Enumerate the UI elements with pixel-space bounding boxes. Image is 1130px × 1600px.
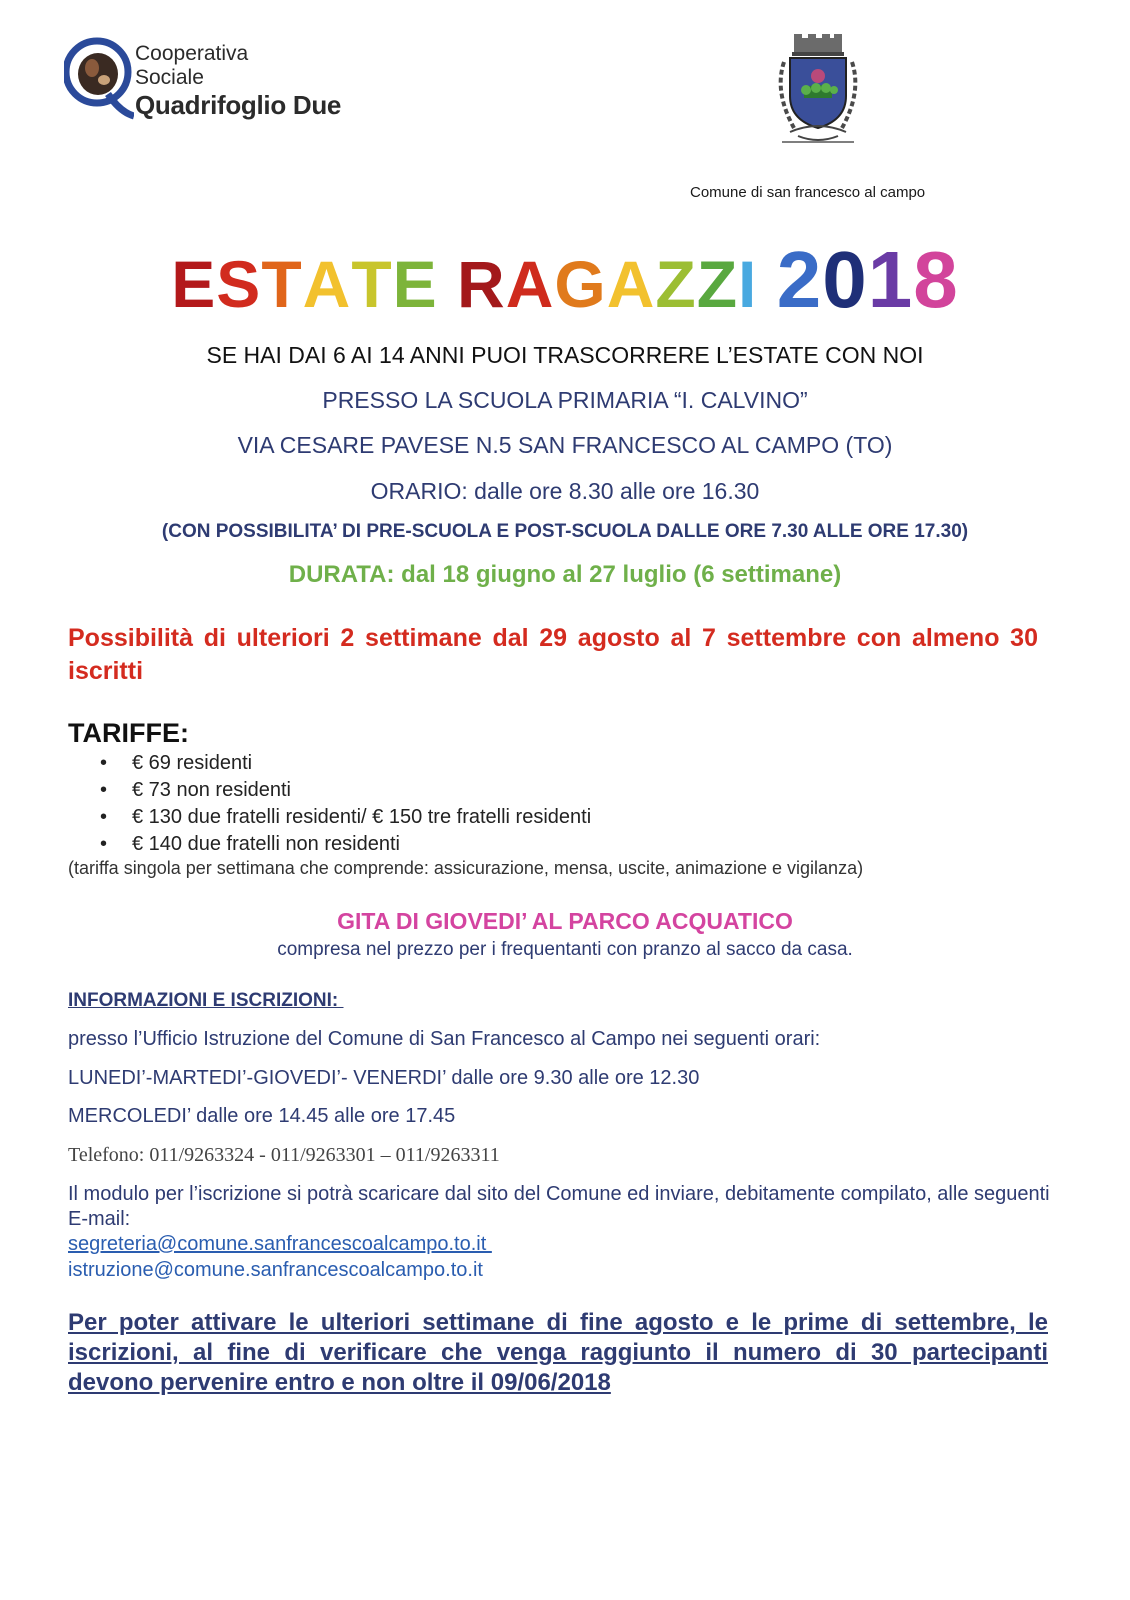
municipal-crest-icon: [768, 32, 868, 152]
title-letter: E: [171, 247, 217, 321]
title-year-digit: 0: [822, 235, 868, 324]
age-range-line: SE HAI DAI 6 AI 14 ANNI PUOI TRASCORRERE L’ESTATE CON NOI: [206, 342, 924, 368]
title-letter: [757, 246, 776, 322]
list-item: [100, 831, 591, 858]
tariff-text: € 73 non residenti: [132, 779, 292, 801]
info-office-line: presso l’Ufficio Istruzione del Comune di San Francesco al Campo nei seguenti orari:: [68, 1028, 821, 1050]
list-item: [100, 750, 591, 777]
title-year-digit: 1: [867, 235, 914, 324]
coop-name-line-1: Cooperativa: [135, 42, 249, 65]
q-logo-icon: [64, 34, 134, 122]
tariffe-heading: TARIFFE:: [68, 718, 189, 748]
title-letter: A: [302, 247, 352, 321]
tariff-text: € 69 residenti: [132, 752, 253, 774]
title-letter: E: [392, 247, 438, 321]
pre-post-school-line: (CON POSSIBILITA’ DI PRE-SCUOLA E POST-SCUOLA DALLE ORE 7.30 ALLE ORE 17.30): [161, 521, 969, 542]
info-phone: Telefono: 011/9263324 - 011/9263301 – 011/9263311: [68, 1144, 500, 1166]
school-line: PRESSO LA SCUOLA PRIMARIA “I. CALVINO”: [322, 387, 808, 413]
hours-line: ORARIO: dalle ore 8.30 alle ore 16.30: [370, 478, 760, 504]
tariff-text: € 130 due fratelli residenti/ € 150 tre fratelli residenti: [132, 806, 592, 828]
extra-weeks-notice: Possibilità di ulteriori 2 settimane dal 29 agosto al 7 settembre con almeno 30 iscritti: [68, 624, 1038, 685]
tariffe-list: [100, 750, 591, 858]
info-module-text: Il modulo per l’iscrizione si potrà scaricare dal sito del Comune ed inviare, debitamente compilato, alle seguenti E-mail:: [68, 1183, 1050, 1230]
title-letter: T: [351, 247, 393, 321]
coop-name-line-3: Quadrifoglio Due: [135, 90, 342, 120]
tariff-text: € 140 due fratelli non residenti: [132, 833, 400, 855]
title-letter: S: [216, 247, 262, 321]
deadline-notice: Per poter attivare le ulteriori settimane di fine agosto e le prime di settembre, le iscrizioni, al fine di verificare che venga raggiunto il numero di 30 partecipanti devono pervenire entro e non oltre il 09/06/2018: [68, 1309, 1048, 1396]
trip-subtitle: compresa nel prezzo per i frequentanti con pranzo al sacco da casa.: [277, 939, 853, 960]
title-letter: A: [606, 247, 656, 321]
title-letter: I: [738, 247, 758, 321]
title-letter: Z: [696, 247, 739, 321]
duration-line: DURATA: dal 18 giugno al 27 luglio (6 settimane): [288, 561, 842, 588]
info-hours-wednesday: MERCOLEDI’ dalle ore 14.45 alle ore 17.45: [68, 1105, 456, 1127]
list-item: [100, 777, 591, 804]
address-line: VIA CESARE PAVESE N.5 SAN FRANCESCO AL CAMPO (TO): [237, 432, 893, 458]
bullet-icon: •: [100, 806, 108, 828]
info-heading: INFORMAZIONI E ISCRIZIONI:: [68, 990, 344, 1011]
cooperative-logo: [64, 34, 364, 124]
title-year-digit: 2: [776, 235, 823, 324]
trip-title: GITA DI GIOVEDI’ AL PARCO ACQUATICO: [337, 908, 793, 934]
comune-caption: Comune di san francesco al campo: [690, 184, 926, 201]
info-hours-weekdays: LUNEDI’-MARTEDI’-GIOVEDI’- VENERDI’ dalle ore 9.30 alle ore 12.30: [68, 1067, 700, 1089]
bullet-icon: •: [100, 752, 108, 774]
bullet-icon: •: [100, 833, 108, 855]
email-link-istruzione[interactable]: istruzione@comune.sanfrancescoalcampo.to.it: [68, 1259, 483, 1281]
title-letter: Z: [655, 247, 697, 321]
title-letter: R: [457, 247, 506, 321]
email-link-segreteria[interactable]: segreteria@comune.sanfrancescoalcampo.to.it: [68, 1233, 492, 1255]
coop-name-line-2: Sociale: [135, 66, 204, 89]
bullet-icon: •: [100, 779, 108, 801]
tariffe-note: (tariffa singola per settimana che comprende: assicurazione, mensa, uscite, animazione e vigilanza): [68, 858, 864, 878]
title-letter: G: [554, 247, 607, 321]
title-letter: [438, 246, 457, 322]
title-year-digit: 8: [913, 235, 959, 324]
title-letter: T: [261, 247, 303, 321]
list-item: [100, 804, 591, 831]
title-letter: A: [505, 247, 555, 321]
page-title: [0, 234, 1130, 326]
